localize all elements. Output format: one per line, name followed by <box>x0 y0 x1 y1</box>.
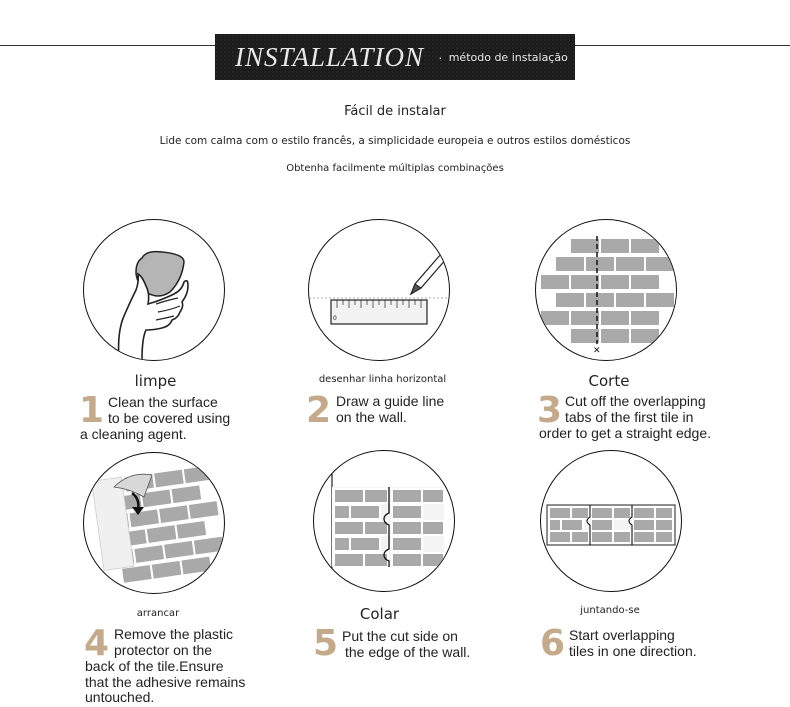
pencil-icon <box>411 254 447 294</box>
step-1-line-3: a cleaning agent. <box>80 426 187 442</box>
ruler-pencil-icon <box>309 220 449 360</box>
step-5-line-2: the edge of the wall. <box>345 644 471 660</box>
installation-banner <box>215 34 575 80</box>
banner-title: INSTALLATION <box>235 41 425 72</box>
step-1-label: limpe <box>134 372 177 390</box>
peel-tile-icon <box>84 453 224 593</box>
step-6-number: 6 <box>540 623 566 664</box>
step-2-line-2: on the wall. <box>336 409 407 425</box>
step-6-illustration <box>540 450 682 592</box>
header-rule-left <box>0 45 215 46</box>
intro-title: Fácil de instalar <box>344 104 446 119</box>
step-2-number: 2 <box>306 390 332 431</box>
overlap-tiles-icon <box>541 451 681 591</box>
step-3-illustration <box>535 219 677 361</box>
step-4-line-2: protector on the <box>114 642 213 658</box>
step-4-line-4: that the adhesive remains <box>85 674 246 690</box>
step-3-line-3: order to get a straight edge. <box>539 425 711 441</box>
step-3-line-2: tabs of the first tile in <box>565 409 694 425</box>
step-2-illustration <box>308 219 450 361</box>
step-1-line-2: to be covered using <box>108 410 231 426</box>
step-1-illustration <box>83 219 225 361</box>
step-1-number: 1 <box>79 390 105 431</box>
banner-subtitle: método de instalação <box>448 50 568 64</box>
step-3-number: 3 <box>537 390 563 431</box>
step-5-line-1: Put the cut side on <box>342 628 458 644</box>
paste-tile-wall-icon <box>314 451 454 591</box>
step-6-label: juntando-se <box>580 605 640 616</box>
step-6-line-2: tiles in one direction. <box>569 643 697 659</box>
intro-line-1: Lide com calma com o estilo francês, a simplicidade europeia e outros estilos domésticos <box>159 135 631 147</box>
step-6-line-1: Start overlapping <box>569 627 675 643</box>
header-rule-right <box>575 45 790 46</box>
cut-mark-icon: ✕ <box>593 346 601 356</box>
step-4-line-1: Remove the plastic <box>114 626 234 642</box>
ruler-zero-mark: 0 <box>333 315 337 322</box>
cleaning-hand-icon <box>84 220 224 360</box>
step-4-illustration <box>83 452 225 594</box>
step-5-illustration <box>313 450 455 592</box>
step-3-line-1: Cut off the overlapping <box>565 393 706 409</box>
step-4-line-3: back of the tile.Ensure <box>85 658 224 674</box>
banner-separator-dot: · <box>438 49 443 65</box>
intro-line-2: Obtenha facilmente múltiplas combinações <box>286 163 504 174</box>
step-5-number: 5 <box>313 623 339 664</box>
step-4-number: 4 <box>84 623 110 664</box>
step-4-line-5: untouched. <box>85 689 155 705</box>
step-2-label: desenhar linha horizontal <box>318 374 447 385</box>
step-3-label: Corte <box>588 372 630 390</box>
step-1-line-1: Clean the surface <box>108 394 218 410</box>
step-2-line-1: Draw a guide line <box>336 393 445 409</box>
step-5-label: Colar <box>359 605 400 623</box>
tile-cut-line-icon <box>536 220 676 360</box>
step-4-label: arrancar <box>136 608 180 619</box>
